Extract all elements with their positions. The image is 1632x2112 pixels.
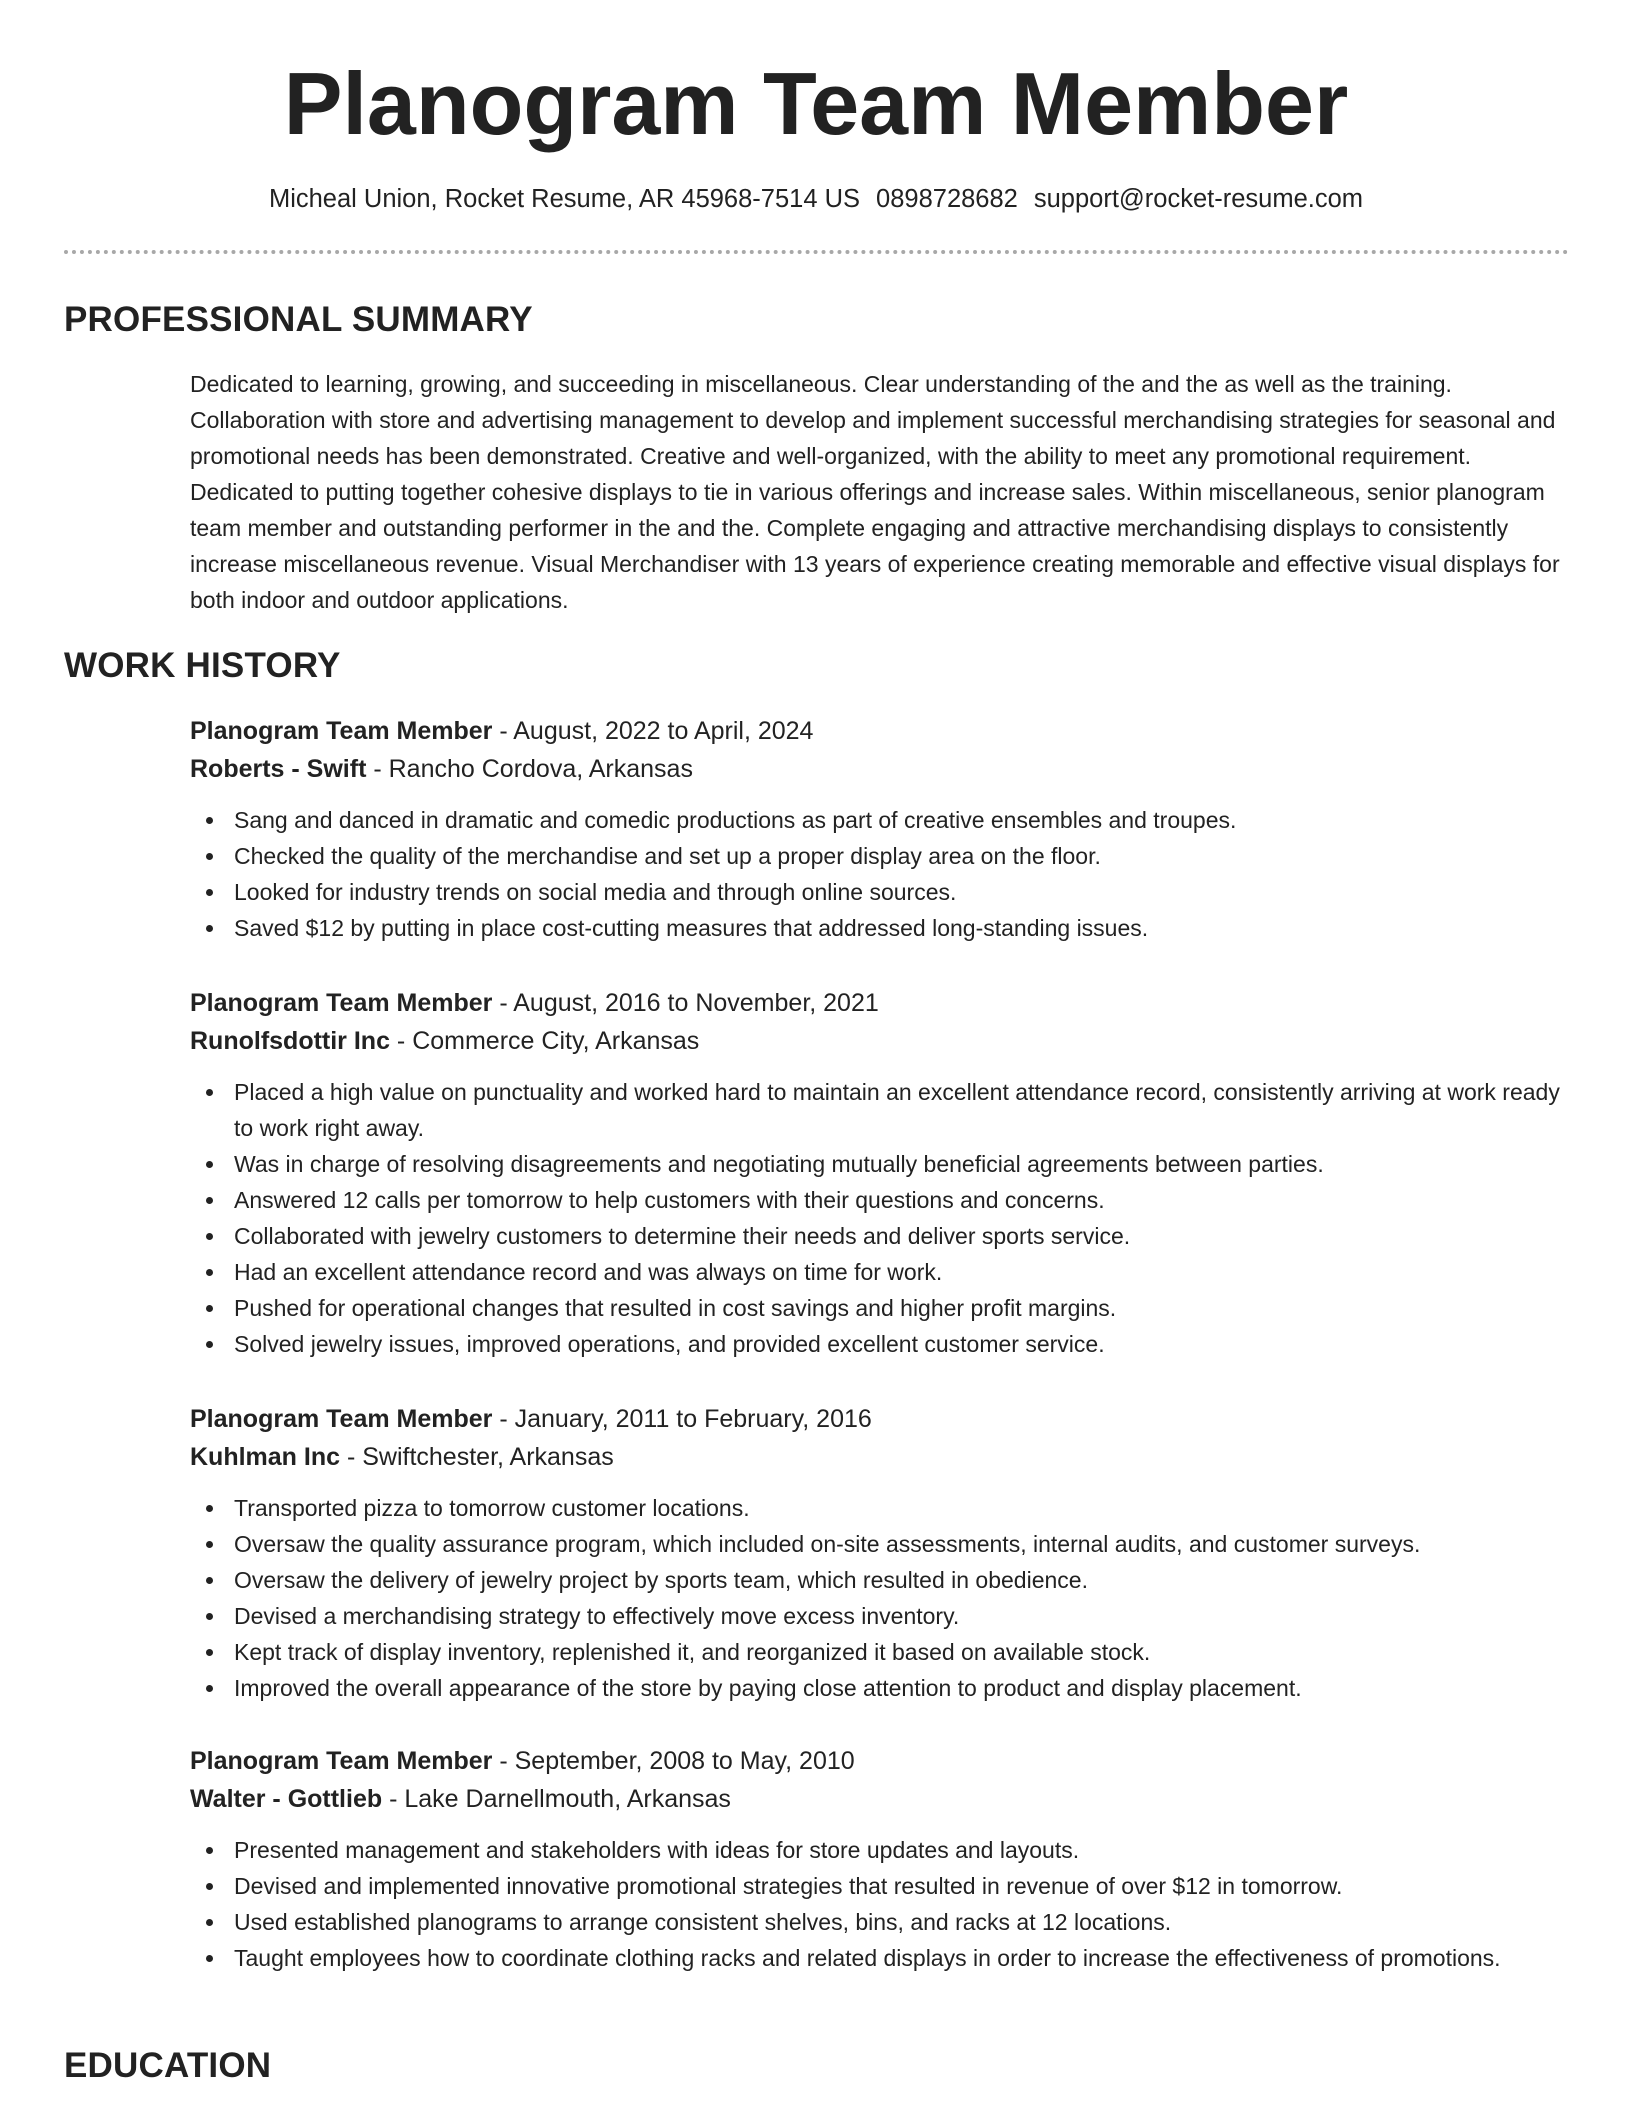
job-location: - Rancho Cordova, Arkansas xyxy=(366,755,693,783)
job-duty: Devised and implemented innovative promotional strategies that resulted in revenue of over $12 in tomorrow. xyxy=(190,1868,1570,1904)
job-duty: Devised a merchandising strategy to effectively move excess inventory. xyxy=(190,1598,1570,1634)
job-entry xyxy=(190,1742,1570,1976)
job-duty: Used established planograms to arrange consistent shelves, bins, and racks at 12 locations. xyxy=(190,1904,1570,1940)
contact-address: Micheal Union, Rocket Resume, AR 45968-7514 US xyxy=(268,185,861,213)
job-company-line xyxy=(190,1438,1570,1476)
work-history-heading: WORK HISTORY xyxy=(64,646,341,685)
job-duty: Answered 12 calls per tomorrow to help customers with their questions and concerns. xyxy=(190,1182,1570,1218)
job-duty: Collaborated with jewelry customers to determine their needs and deliver sports service. xyxy=(190,1218,1570,1254)
job-role: Planogram Team Member xyxy=(190,717,493,745)
job-dates: - August, 2016 to November, 2021 xyxy=(492,989,879,1017)
job-location: - Commerce City, Arkansas xyxy=(389,1027,700,1055)
job-duty: Transported pizza to tomorrow customer locations. xyxy=(190,1490,1570,1526)
job-company: Kuhlman Inc xyxy=(190,1443,341,1471)
job-duty: Kept track of display inventory, replenished it, and reorganized it based on available stock. xyxy=(190,1634,1570,1670)
job-duty: Presented management and stakeholders with ideas for store updates and layouts. xyxy=(190,1832,1570,1868)
job-role: Planogram Team Member xyxy=(190,989,493,1017)
contact-phone: 0898728682 xyxy=(876,185,1018,213)
job-company-line xyxy=(190,1780,1570,1818)
job-role: Planogram Team Member xyxy=(190,1747,493,1775)
contact-email: support@rocket-resume.com xyxy=(1033,185,1364,213)
job-title-line xyxy=(190,1742,1570,1780)
job-entry xyxy=(190,984,1570,1362)
job-duty: Sang and danced in dramatic and comedic productions as part of creative ensembles and troupes. xyxy=(190,802,1570,838)
job-dates: - August, 2022 to April, 2024 xyxy=(492,717,814,745)
job-duty: Oversaw the quality assurance program, which included on-site assessments, internal audits, and customer surveys. xyxy=(190,1526,1570,1562)
job-company: Roberts - Swift xyxy=(190,755,367,783)
job-title-line xyxy=(190,984,1570,1022)
job-duty: Had an excellent attendance record and was always on time for work. xyxy=(190,1254,1570,1290)
job-company: Runolfsdottir Inc xyxy=(190,1027,390,1055)
job-entry xyxy=(190,1400,1570,1706)
job-duty: Solved jewelry issues, improved operations, and provided excellent customer service. xyxy=(190,1326,1570,1362)
contact-line xyxy=(0,182,1632,216)
job-duties xyxy=(190,1832,1570,1976)
job-duty: Checked the quality of the merchandise and set up a proper display area on the floor. xyxy=(190,838,1570,874)
job-role: Planogram Team Member xyxy=(190,1405,493,1433)
summary-text: Dedicated to learning, growing, and succeeding in miscellaneous. Clear understanding of the and the as well as the training. Collaboration with store and advertising management to develop and implement successful merchandising strategies for seasonal and promotional needs has been demonstrated. Creative and well-organized, with the ability to meet any promotional requirement. Dedicated to putting together cohesive displays to tie in various offerings and increase sales. Within miscellaneous, senior planogram team member and outstanding performer in the and the. Complete engaging and attractive merchandising displays to consistently increase miscellaneous revenue. Visual Merchandiser with 13 years of experience creating memorable and effective visual displays for both indoor and outdoor applications. xyxy=(190,371,1560,613)
job-duty: Placed a high value on punctuality and worked hard to maintain an excellent attendance record, consistently arriving at work ready to work right away. xyxy=(190,1074,1570,1146)
job-company-line xyxy=(190,750,1570,788)
header-divider xyxy=(64,250,1569,254)
job-dates: - September, 2008 to May, 2010 xyxy=(492,1747,855,1775)
job-location: - Lake Darnellmouth, Arkansas xyxy=(382,1785,731,1813)
job-duty: Saved $12 by putting in place cost-cutting measures that addressed long-standing issues. xyxy=(190,910,1570,946)
job-duties xyxy=(190,1074,1570,1362)
job-title-line xyxy=(190,1400,1570,1438)
job-duties xyxy=(190,802,1570,946)
summary-heading: PROFESSIONAL SUMMARY xyxy=(64,300,533,339)
job-title-line xyxy=(190,712,1570,750)
job-duties xyxy=(190,1490,1570,1706)
job-duty: Pushed for operational changes that resulted in cost savings and higher profit margins. xyxy=(190,1290,1570,1326)
job-duty: Taught employees how to coordinate clothing racks and related displays in order to increase the effectiveness of promotions. xyxy=(190,1940,1570,1976)
job-location: - Swiftchester, Arkansas xyxy=(340,1443,614,1471)
job-company-line xyxy=(190,1022,1570,1060)
job-duty: Improved the overall appearance of the store by paying close attention to product and display placement. xyxy=(190,1670,1570,1706)
job-duty: Was in charge of resolving disagreements and negotiating mutually beneficial agreements between parties. xyxy=(190,1146,1570,1182)
job-duty: Oversaw the delivery of jewelry project by sports team, which resulted in obedience. xyxy=(190,1562,1570,1598)
job-company: Walter - Gottlieb xyxy=(190,1785,383,1813)
job-dates: - January, 2011 to February, 2016 xyxy=(492,1405,872,1433)
education-heading: EDUCATION xyxy=(64,2046,272,2085)
resume-name: Planogram Team Member xyxy=(283,54,1349,153)
job-duty: Looked for industry trends on social media and through online sources. xyxy=(190,874,1570,910)
job-entry xyxy=(190,712,1570,946)
